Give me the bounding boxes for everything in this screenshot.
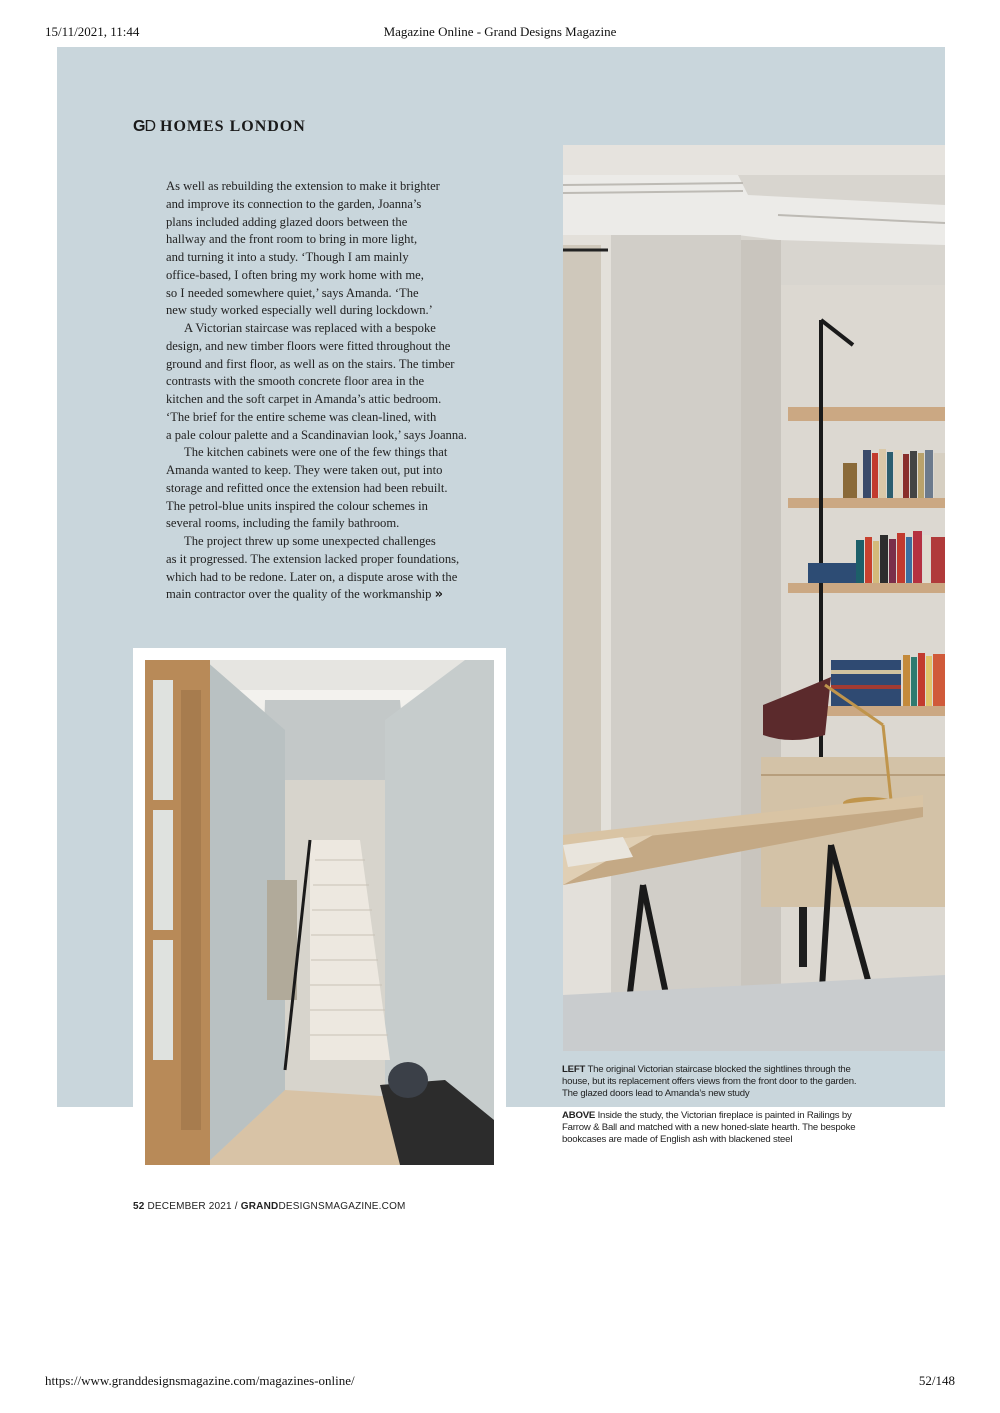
article-line — [166, 214, 476, 232]
article-line — [166, 586, 476, 604]
study-photo — [563, 145, 945, 1051]
article-line — [166, 320, 476, 338]
article-line — [166, 533, 476, 551]
print-footer — [0, 1373, 1000, 1391]
article-line-text: The project threw up some unexpected challenges — [184, 534, 436, 548]
article-line-text: Amanda wanted to keep. They were taken out, put into — [166, 463, 443, 477]
article-line-text: main contractor over the quality of the workmanship — [166, 587, 432, 602]
print-url[interactable]: https://www.granddesignsmagazine.com/magazines-online/ — [45, 1373, 355, 1388]
article-line-text: hallway and the front room to bring in more light, — [166, 232, 418, 247]
caption-above-line-1: Inside the study, the Victorian fireplace is painted in Railings by — [597, 1110, 852, 1121]
hallway-photo — [145, 660, 494, 1165]
article-line-text: A Victorian staircase was replaced with a bespoke — [184, 321, 436, 335]
article-line-text: which had to be redone. Later on, a dispute arose with the — [166, 569, 458, 584]
article-line — [166, 569, 476, 587]
article-line — [166, 427, 476, 445]
article-line — [166, 498, 476, 516]
article-line — [166, 338, 476, 356]
continue-arrow-icon: » — [434, 587, 444, 603]
article-line — [166, 356, 476, 374]
folio-page-number: 52 — [133, 1201, 145, 1212]
article-line — [166, 462, 476, 480]
article-line-text: ‘The brief for the entire scheme was clean-lined, with — [166, 409, 437, 424]
caption-left-label: LEFT — [562, 1064, 586, 1075]
article-line-text: The kitchen cabinets were one of the few things that — [184, 445, 448, 460]
article-line — [166, 231, 476, 249]
article-line-text: The petrol-blue units inspired the colour schemes in — [166, 498, 428, 513]
article-line — [166, 373, 476, 391]
article-line-text: contrasts with the smooth concrete floor area in the — [166, 374, 425, 389]
hallway-illustration — [145, 660, 494, 1165]
brand-d: D — [144, 118, 156, 135]
print-header — [0, 24, 1000, 42]
caption-above — [562, 1110, 882, 1146]
article-line — [166, 551, 476, 569]
article-line — [166, 444, 476, 462]
print-datetime: 15/11/2021, 11:44 — [45, 24, 140, 39]
article-line — [166, 302, 476, 320]
caption-left-line-3: The glazed doors lead to Amanda’s new study — [562, 1088, 750, 1099]
brand-g: G — [133, 118, 145, 135]
article-line-text: kitchen and the soft carpet in Amanda’s attic bedroom. — [166, 392, 442, 406]
article-line-text: design, and new timber floors were fitted throughout the — [166, 338, 451, 353]
section-label — [133, 118, 306, 136]
article-line-text: plans included adding glazed doors between the — [166, 214, 408, 229]
folio-site-rest: DESIGNSMAGAZINE.COM — [278, 1201, 406, 1212]
article-line — [166, 391, 476, 409]
article-line-text: so I needed somewhere quiet,’ says Amanda. ‘The — [166, 285, 419, 300]
article-line-text: office-based, I often bring my work home with me, — [166, 267, 424, 282]
article-line — [166, 178, 476, 196]
article-line — [166, 285, 476, 303]
caption-above-line-3: bookcases are made of English ash with blackened steel — [562, 1134, 793, 1145]
caption-left — [562, 1064, 882, 1100]
article-line-text: several rooms, including the family bathroom. — [166, 516, 400, 531]
folio-issue: DECEMBER 2021 / — [147, 1201, 238, 1212]
folio — [133, 1201, 406, 1212]
print-title: Magazine Online - Grand Designs Magazine — [383, 24, 617, 39]
caption-above-label: ABOVE — [562, 1110, 596, 1121]
article-line-text: ground and first floor, as well as on the stairs. The timber — [166, 356, 455, 371]
article-line-text: a pale colour palette and a Scandinavian look,’ says Joanna. — [166, 427, 467, 442]
article-line-text: and improve its connection to the garden, Joanna’s — [166, 196, 422, 211]
caption-left-line-1: The original Victorian staircase blocked the sightlines through the — [587, 1064, 851, 1075]
article-line-text: as it progressed. The extension lacked proper foundations, — [166, 551, 460, 566]
caption-left-line-2: house, but its replacement offers views from the front door to the garden. — [562, 1076, 857, 1087]
article-line-text: and turning it into a study. ‘Though I am mainly — [166, 250, 409, 264]
article-body — [166, 178, 476, 604]
article-line-text: As well as rebuilding the extension to make it brighter — [166, 179, 440, 193]
article-line — [166, 196, 476, 214]
article-line — [166, 409, 476, 427]
folio-site-bold: GRAND — [240, 1201, 279, 1212]
article-line — [166, 480, 476, 498]
study-illustration — [563, 145, 945, 1051]
section-title: HOMES LONDON — [160, 118, 306, 135]
article-line-text: storage and refitted once the extension had been rebuilt. — [166, 480, 448, 495]
article-line-text: new study worked especially well during lockdown.’ — [166, 303, 433, 318]
article-line — [166, 267, 476, 285]
print-page-count: 52/148 — [918, 1373, 955, 1388]
caption-above-line-2: Farrow & Ball and matched with a new honed-slate hearth. The bespoke — [562, 1122, 856, 1133]
article-line — [166, 515, 476, 533]
article-line — [166, 249, 476, 267]
